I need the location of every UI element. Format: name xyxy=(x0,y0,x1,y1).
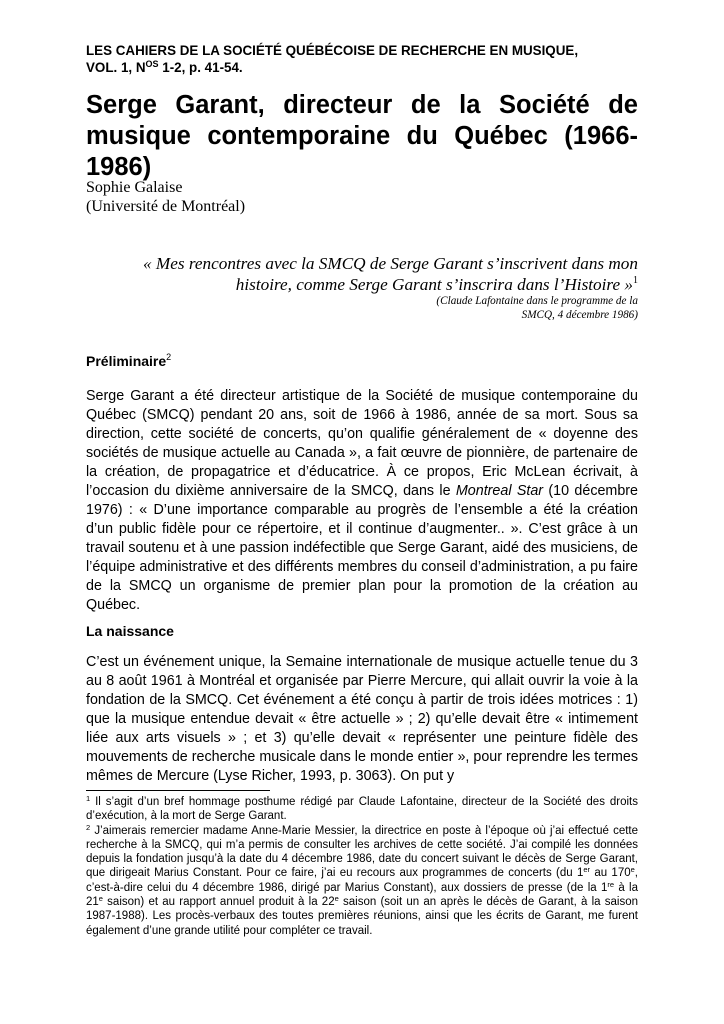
footnote-text: saison (soit un an après le décès de Garant, à la saison 1987-1988). Les procès-verbaux des toutes premières réunions, ainsi que les écrits de Garant, me furent également d’une grande utilité pour compléter ce travail. xyxy=(86,896,639,937)
journal-header xyxy=(86,42,646,76)
footnote-text: au 170 xyxy=(590,867,631,880)
author-affiliation: (Université de Montréal) xyxy=(86,198,246,215)
footnotes xyxy=(86,795,638,938)
footnote-ref-2[interactable]: 2 xyxy=(166,352,172,362)
journal-volume-line xyxy=(86,59,646,76)
epigraph-quote xyxy=(130,253,638,295)
journal-title-line: LES CAHIERS DE LA SOCIÉTÉ QUÉBÉCOISE DE RECHERCHE EN MUSIQUE, xyxy=(86,43,579,58)
section-heading-text: Préliminaire xyxy=(86,353,167,369)
article-title: Serge Garant, directeur de la Société de musique contemporaine du Québec (1966-1986) xyxy=(86,91,638,181)
footnote-text: à la 21 xyxy=(86,881,638,909)
epigraph-line-2 xyxy=(130,274,638,295)
footnote-ref-1[interactable]: 1 xyxy=(633,275,638,286)
section-heading-preliminaire xyxy=(86,352,171,370)
pages-text: 1-2, p. 41-54. xyxy=(158,60,243,75)
newspaper-title: Montreal Star xyxy=(455,483,544,499)
ordinal-superscript: er xyxy=(583,865,591,875)
epigraph-source xyxy=(286,294,638,322)
paragraph-naissance: C’est un événement unique, la Semaine internationale de musique actuelle tenue du 3 au 8 août 1961 à Montréal et organisée par Pierre Mercure, qui allait ouvrir la voie à la fondation de la SMCQ. Cet événement a été conçu à partir de trois idées motrices : 1) que la musique entendue devait « être actuelle » ; 2) qu’elle devait être « intimement liée aux arts visuels » ; et 3) qu’elle devait « représenter une peinture fidèle des mouvements de recherche musicale dans le monde entier », pour reprendre les termes mêmes de Mercure (Lyse Richer, 1993, p. 3063). On put y xyxy=(86,654,638,784)
footnote-text: J’aimerais remercier madame Anne-Marie Messier, la directrice en poste à l’époque où j’ai effectué cette recherche à la SMCQ, qui m’a permis de consulter les archives de cette société. J’ai compilé les données depuis la fondation jusqu’à la date du 4 décembre 1986, date du concert suivant le décès de Serge Garant, que dirigeait Marius Constant. Pour ce faire, j’ai eu recours aux programmes de concerts (du 1 xyxy=(86,824,638,880)
ordinal-superscript: e xyxy=(98,894,103,904)
epigraph-source-line-1: (Claude Lafontaine dans le programme de la xyxy=(436,295,638,307)
footnote-text: saison) et au rapport annuel produit à la 22 xyxy=(102,896,335,909)
paragraph-text: (10 décembre 1976) : « D’une importance comparable au progrès de l’ensemble a été la création d’un public fidèle pour ce répertoire, et il continue d’augmenter.. ». C’est grâce à un travail soutenu et à une passion indéfectible que Serge Garant, aidé des musiciens, de l’équipe administrative et des différents membres du conseil d’administration, a pu faire de la SMCQ un organisme de premier plan pour la promotion de la création au Québec. xyxy=(86,483,638,613)
ordinal-superscript: re xyxy=(607,879,615,889)
footnote-2 xyxy=(86,824,638,938)
ordinal-superscript: e xyxy=(630,865,635,875)
footnote-1 xyxy=(86,795,638,824)
ordinal-superscript: e xyxy=(334,894,339,904)
section-heading-naissance: La naissance xyxy=(86,623,174,639)
epigraph-line-1: « Mes rencontres avec la SMCQ de Serge Garant s’inscrivent dans mon xyxy=(143,254,638,273)
footnote-number: 2 xyxy=(86,822,91,832)
volume-superscript: OS xyxy=(145,59,159,69)
author-name: Sophie Galaise xyxy=(86,179,183,196)
paragraph-preliminaire xyxy=(86,387,638,615)
footnote-separator xyxy=(86,790,270,791)
volume-text: VOL. 1, N xyxy=(86,60,146,75)
epigraph-source-line-2: SMCQ, 4 décembre 1986) xyxy=(521,309,638,321)
footnote-number: 1 xyxy=(86,794,91,803)
footnote-text: , c’est-à-dire celui du 4 décembre 1986, dirigé par Marius Constant), aux dossiers de presse (de la 1 xyxy=(86,867,638,894)
footnote-text: Il s’agit d’un bref hommage posthume rédigé par Claude Lafontaine, directeur de la Société des droits d’exécution, à la mort de Serge Garant. xyxy=(86,796,638,823)
paragraph-text: Serge Garant a été directeur artistique de la Société de musique contemporaine du Québec (SMCQ) pendant 20 ans, soit de 1966 à 1986, année de sa mort. Sous sa direction, cette société de concerts, qu’on qualifie généralement de « doyenne des sociétés de musique actuelle au Canada », a fait œuvre de pionnière, de partenaire de la création, de propagatrice et d’éducatrice. À ce propos, Eric McLean écrivait, à l’occasion du dixième anniversaire de la SMCQ, dans le xyxy=(86,388,638,499)
epigraph-line-2-text: histoire, comme Serge Garant s’inscrira dans l’Histoire » xyxy=(235,275,633,294)
